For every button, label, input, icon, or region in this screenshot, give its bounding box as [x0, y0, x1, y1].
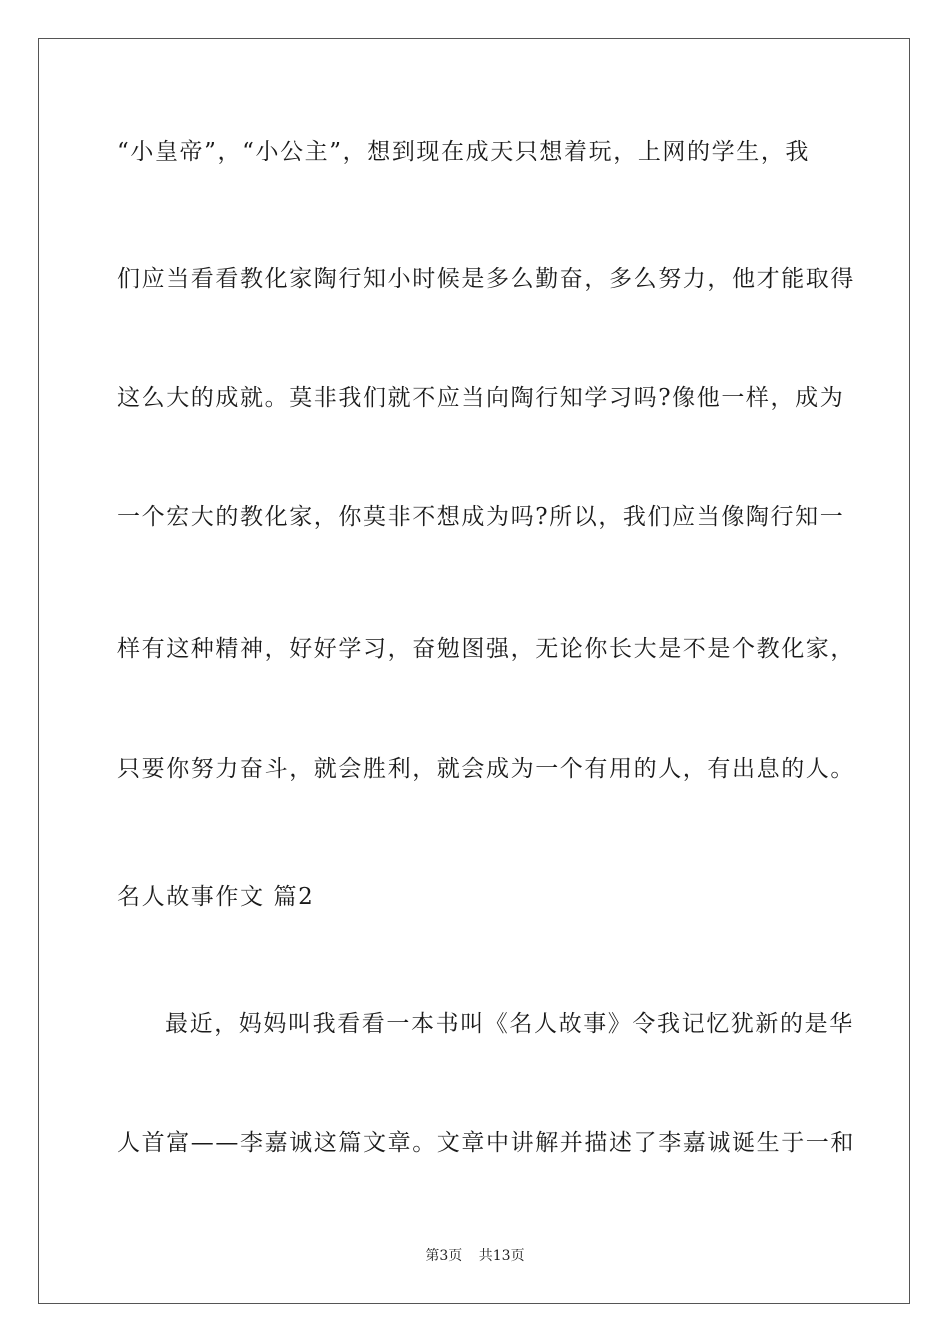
page-border	[38, 38, 910, 1304]
paragraph-line: “小皇帝”，“小公主”，想到现在成天只想着玩，上网的学生，我	[117, 139, 811, 165]
page-number: 第3页	[425, 1248, 463, 1264]
paragraph-line: 人首富——李嘉诚这篇文章。文章中讲解并描述了李嘉诚诞生于一和	[117, 1130, 855, 1156]
paragraph-line: 们应当看看教化家陶行知小时候是多么勤奋，多么努力，他才能取得	[117, 266, 855, 292]
section-heading: 名人故事作文 篇2	[117, 884, 315, 910]
paragraph-line: 样有这种精神，好好学习，奋勉图强，无论你长大是不是个教化家，	[117, 636, 855, 662]
paragraph-line: 这么大的成就。莫非我们就不应当向陶行知学习吗?像他一样，成为	[117, 385, 845, 411]
total-pages: 共13页	[478, 1248, 525, 1264]
paragraph-line: 只要你努力奋斗，就会胜利，就会成为一个有用的人，有出息的人。	[117, 756, 855, 782]
page-footer	[0, 1246, 950, 1266]
paragraph-line: 最近，妈妈叫我看看一本书叫《名人故事》令我记忆犹新的是华	[165, 1011, 854, 1037]
paragraph-line: 一个宏大的教化家，你莫非不想成为吗?所以，我们应当像陶行知一	[117, 504, 845, 530]
